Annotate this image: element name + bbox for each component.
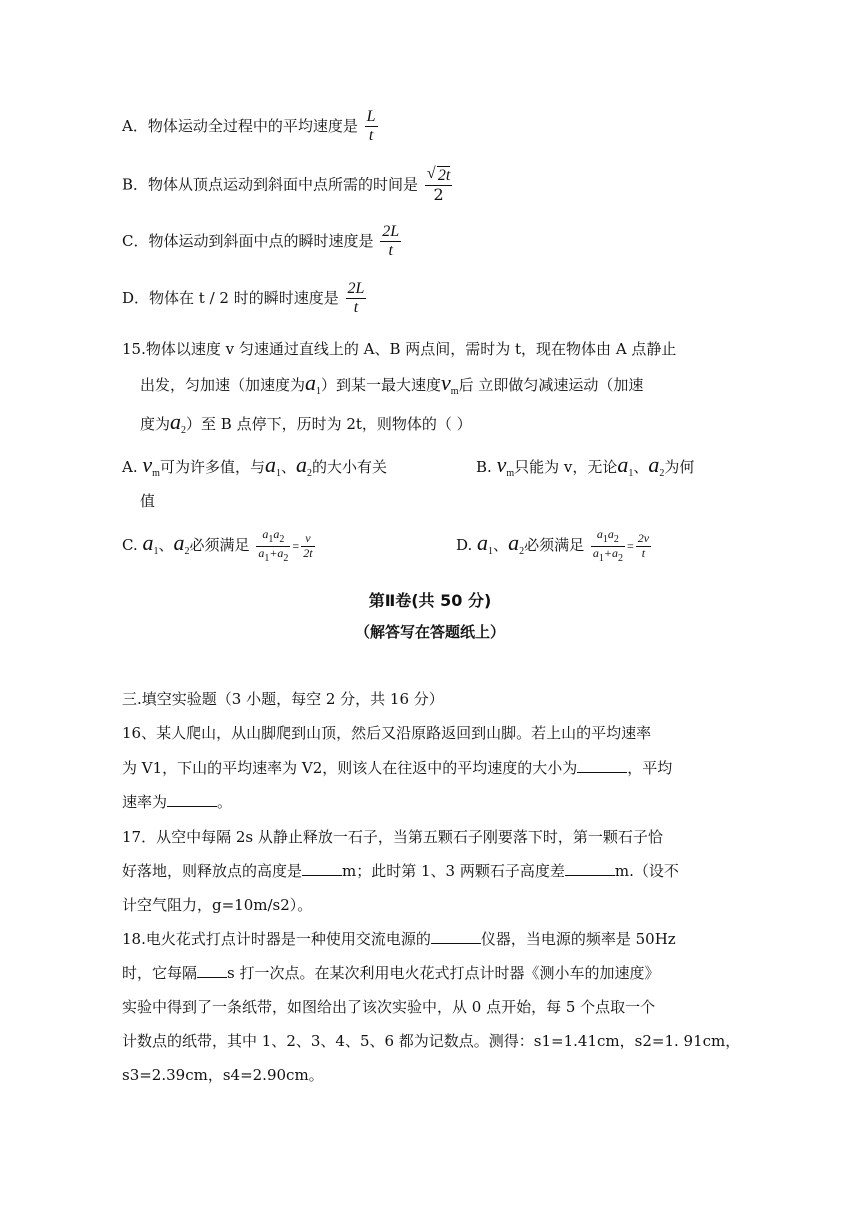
q17-line1: 17．从空中每隔 2s 从静止释放一石子，当第五颗石子刚要落下时，第一颗石子恰 (122, 828, 663, 846)
symbol-a: a (648, 452, 660, 477)
section-subtitle: （解答写在答题纸上） (354, 623, 505, 641)
sub-m: m (152, 468, 160, 479)
option-d-denominator: t (353, 299, 359, 317)
sub-2: 2 (306, 468, 312, 479)
symbol-a: a (305, 370, 317, 395)
option-c-numerator: 2L (380, 223, 401, 242)
answer-blank[interactable] (167, 792, 217, 807)
answer-blank[interactable] (197, 963, 227, 978)
q16-line2-a: 为 V1，下山的平均速率为 V2，则该人在往返中的平均速度的大小为 (122, 759, 578, 777)
q18-line1-a: 18.电火花式打点计时器是一种使用交流电源的 (122, 930, 431, 948)
symbol-a: a (262, 527, 269, 541)
sub-2: 2 (617, 552, 623, 564)
option-c (122, 223, 403, 261)
sub-2: 2 (613, 534, 619, 545)
q15-line2-a: 出发，匀加速（加速度为 (140, 376, 306, 394)
q15-line3-a: 度为 (140, 415, 171, 433)
q18-line5: s3=2.39cm，s4=2.90cm。 (122, 1066, 324, 1084)
q16-line3-b: 。 (217, 793, 233, 811)
q15-option-b-end: 为何 (664, 458, 695, 476)
sub-2: 2 (184, 546, 190, 557)
symbol-v: v (441, 370, 451, 395)
q18-line1-b: 仪器，当电源的频率是 50Hz (480, 930, 676, 948)
option-b (122, 166, 454, 205)
symbol-v: v (142, 452, 153, 477)
symbol-a: a (611, 545, 618, 560)
q15-option-c (122, 528, 317, 564)
option-d (122, 280, 368, 318)
q15-option-c-rhs-den: 2t (303, 545, 313, 560)
q17-line2-a: 好落地，则释放点的高度是 (122, 862, 303, 880)
q18-line1 (122, 928, 676, 949)
sub-1: 1 (264, 552, 270, 564)
q15-option-d-rhs-fraction (636, 532, 651, 561)
sub-1: 1 (488, 546, 494, 557)
symbol-a: a (173, 530, 185, 555)
q15-option-d-rhs-num: 2v (637, 530, 650, 545)
separator: 、 (158, 536, 174, 554)
q16-line1: 16、某人爬山，从山脚爬到山顶，然后又沿原路返回到山脚。若上山的平均速率 (122, 724, 652, 742)
q15-option-b (476, 452, 694, 479)
section3-heading: 三.填空实验题（3 小题，每空 2 分，共 16 分） (122, 690, 444, 708)
answer-blank[interactable] (565, 861, 615, 876)
sub-1: 1 (316, 386, 322, 397)
sub-m: m (450, 386, 459, 397)
answer-blank[interactable] (431, 929, 481, 944)
symbol-a: a (264, 452, 276, 477)
q18-line2 (122, 962, 660, 983)
option-a-fraction (365, 108, 378, 146)
q15-option-c-lhs-num (256, 528, 290, 547)
q18-line2-a: 时，它每隔 (122, 964, 198, 982)
q15-option-d (456, 528, 653, 564)
q16-line2 (122, 757, 672, 778)
section-title: 第Ⅱ卷(共 50 分) (368, 591, 492, 610)
symbol-a: a (477, 530, 489, 555)
symbol-a: a (295, 452, 307, 477)
q17-line2-b: m；此时第 1、3 两颗石子高度差 (342, 862, 565, 880)
sub-1: 1 (628, 468, 634, 479)
q15-option-d-lhs-num (591, 528, 625, 547)
q15-option-b-cont: 值 (140, 492, 156, 510)
q16-line2-b: ，平均 (627, 759, 673, 777)
q15-line3-b: ）至 B 点停下，历时为 2t，则物体的（ ） (186, 415, 472, 433)
q15-option-a-text: 可为许多值，与 (159, 458, 265, 476)
symbol-a: a (607, 527, 614, 541)
q15-option-c-label: C. (122, 536, 138, 554)
symbol-a: a (142, 530, 154, 555)
option-b-denominator: 2 (433, 185, 444, 205)
q15-option-a-end: 的大小有关 (311, 458, 387, 476)
q18-line2-b: s 打一次点。在某次利用电火花式打点计时器《测小车的加速度》 (227, 964, 660, 982)
q17-line2-c: m.（设不 (614, 862, 679, 880)
q16-line3-a: 速率为 (122, 793, 168, 811)
option-d-text: D．物体在 t / 2 时的瞬时速度是 (122, 288, 339, 307)
q15-option-c-text: 必须满足 (189, 536, 250, 554)
symbol-a: a (273, 527, 280, 541)
q15-option-a (122, 452, 387, 479)
q15-option-d-label: D. (456, 536, 473, 554)
symbol-a: a (592, 545, 599, 560)
option-b-radicand: 2t (437, 167, 451, 184)
q15-option-d-rhs-den: t (641, 545, 646, 560)
symbol-a: a (508, 530, 520, 555)
option-d-fraction (346, 280, 367, 318)
q18-line3: 实验中得到了一条纸带，如图给出了该次实验中，从 0 点开始，每 5 个点取一个 (122, 998, 656, 1016)
q15-option-d-lhs-den: $a_1+a_2$ (592, 545, 623, 564)
q15-option-c-rhs-fraction (301, 532, 314, 561)
option-b-text: B．物体从顶点运动到斜面中点所需的时间是 (122, 175, 419, 194)
option-a (122, 108, 380, 146)
sub-1: 1 (268, 534, 274, 545)
q16-line3 (122, 791, 232, 812)
q17-line2 (122, 860, 679, 881)
sub-1: 1 (275, 468, 281, 479)
equals-sign: = (626, 539, 634, 553)
sub-2: 2 (181, 425, 187, 436)
symbol-a: a (617, 452, 629, 477)
q15-option-d-text: 必须满足 (524, 536, 585, 554)
q15-line2-c: 后 立即做匀减速运动（加速 (458, 376, 644, 394)
equals-sign: = (292, 539, 300, 553)
option-b-numerator (425, 166, 452, 186)
sub-2: 2 (279, 534, 285, 545)
separator: 、 (493, 536, 509, 554)
option-d-numerator: 2L (346, 280, 367, 299)
option-c-text: C．物体运动到斜面中点的瞬时速度是 (122, 231, 374, 250)
sub-1: 1 (153, 546, 159, 557)
symbol-v: v (496, 452, 507, 477)
q15-line2 (140, 370, 643, 397)
q17-line3: 计空气阻力，g=10m/s2）。 (122, 896, 313, 914)
separator: 、 (280, 458, 296, 476)
q15-option-b-text: 只能为 v，无论 (514, 458, 618, 476)
q15-option-a-label: A. (122, 458, 138, 476)
sub-m: m (506, 468, 515, 479)
q15-option-c-lhs-den: $a_1+a_2$ (258, 545, 289, 564)
option-c-denominator: t (388, 242, 393, 260)
q15-line2-b: ）到某一最大速度 (321, 376, 442, 394)
symbol-a: a (170, 409, 182, 434)
sub-2: 2 (283, 552, 289, 564)
option-a-text: A．物体运动全过程中的平均速度是 (122, 116, 358, 135)
q18-line4: 计数点的纸带，其中 1、2、3、4、5、6 都为记数点。测得：s1=1.41cm，s2=1. 91cm， (122, 1032, 741, 1050)
symbol-a: a (258, 545, 265, 560)
q15-option-c-rhs-num: v (301, 532, 314, 547)
q15-option-c-lhs-fraction (256, 528, 290, 564)
answer-blank[interactable] (577, 758, 627, 773)
sub-1: 1 (602, 534, 608, 545)
sub-1: 1 (598, 552, 604, 564)
option-c-fraction (380, 223, 401, 261)
q15-line1: 15.物体以速度 v 匀速通过直线上的 A、B 两点间，需时为 t，现在物体由 A 点静止 (122, 340, 677, 358)
sub-2: 2 (659, 468, 665, 479)
option-a-denominator: t (368, 127, 374, 145)
symbol-a: a (596, 527, 603, 541)
symbol-a: a (277, 545, 284, 560)
q15-option-b-label: B. (476, 458, 492, 476)
q15-line3 (140, 409, 472, 436)
separator: 、 (633, 458, 649, 476)
option-b-fraction (425, 166, 452, 205)
q15-option-d-lhs-fraction (591, 528, 625, 564)
sub-2: 2 (519, 546, 525, 557)
answer-blank[interactable] (302, 861, 342, 876)
option-a-numerator: L (365, 108, 378, 127)
